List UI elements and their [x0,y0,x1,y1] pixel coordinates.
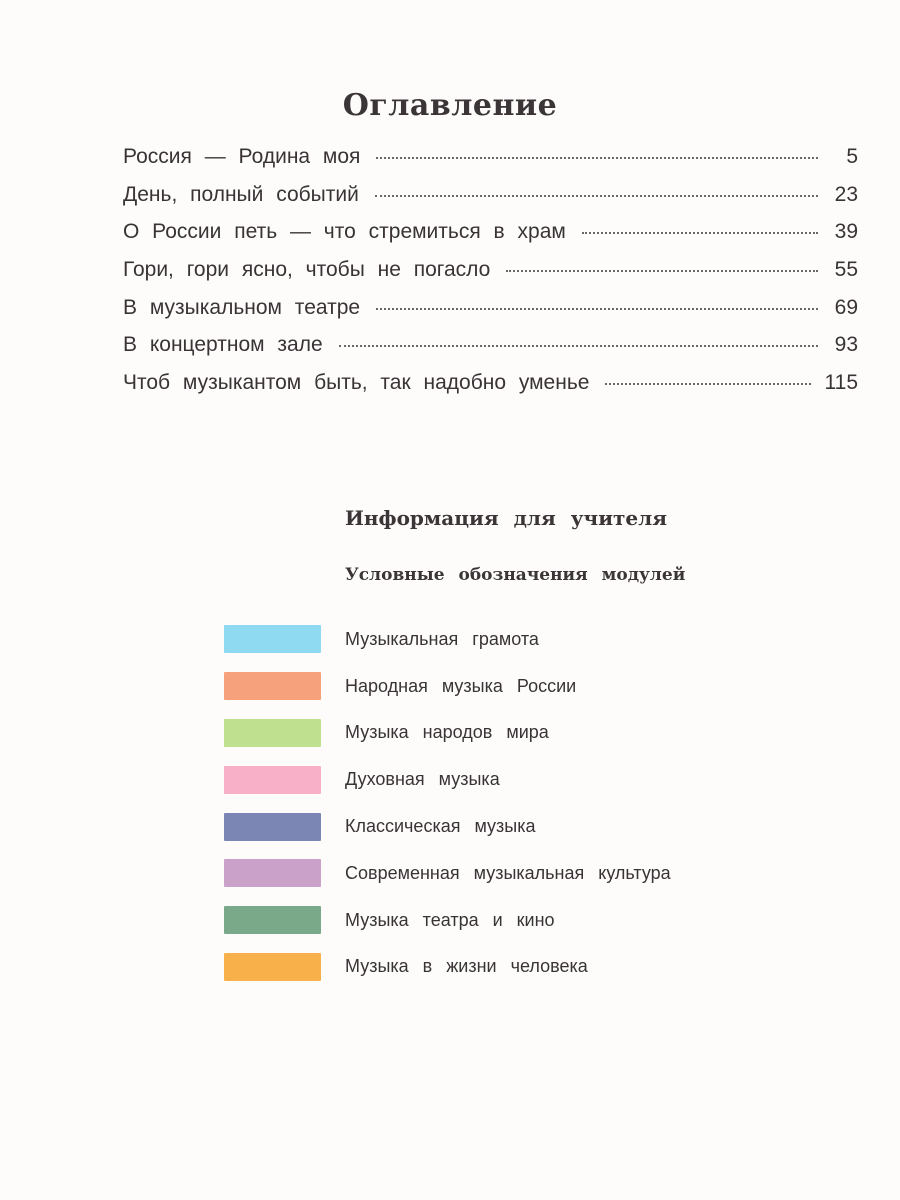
legend-item [224,850,671,897]
module-color-swatch [224,953,321,981]
toc-entry[interactable] [123,220,858,258]
legend-item-label: Музыка народов мира [345,722,549,743]
legend-item [224,663,671,710]
toc-entry-page: 115 [824,371,858,395]
toc-entry-page: 23 [834,182,858,206]
legend-item [224,710,671,757]
toc-leader-dots [376,157,818,159]
legend-item-label: Современная музыкальная культура [345,862,671,883]
toc-entry-title: Чтоб музыкантом быть, так надобно уменье [123,371,590,395]
toc-leader-dots [376,308,818,310]
toc-entry[interactable] [123,333,858,371]
legend-item [224,897,671,944]
page-title: Оглавление [342,88,558,123]
module-color-swatch [224,625,321,653]
teacher-info-heading: Информация для учителя [345,506,668,530]
module-color-swatch [224,672,321,700]
toc-leader-dots [582,232,818,234]
module-legend-heading: Условные обозначения модулей [345,565,686,585]
legend-item [224,944,671,991]
module-color-swatch [224,719,321,747]
module-legend [224,616,671,990]
toc-entry-page: 69 [834,295,858,319]
module-color-swatch [224,813,321,841]
toc-entry-title: Гори, гори ясно, чтобы не погасло [123,258,491,282]
table-of-contents [123,145,858,409]
toc-entry[interactable] [123,296,858,334]
legend-item-label: Народная музыка России [345,675,577,696]
toc-entry-page: 5 [846,145,858,168]
legend-item [224,616,671,663]
toc-entry-page: 93 [834,333,858,357]
legend-item-label: Музыка театра и кино [345,909,555,930]
toc-entry[interactable] [123,145,858,183]
legend-item-label: Классическая музыка [345,816,536,837]
legend-item [224,803,671,850]
toc-entry-title: День, полный событий [123,182,359,206]
toc-entry-title: В музыкальном театре [123,295,361,319]
toc-leader-dots [375,195,818,197]
toc-entry-page: 55 [834,258,858,282]
module-color-swatch [224,906,321,934]
module-color-swatch [224,766,321,794]
module-color-swatch [224,859,321,887]
toc-leader-dots [605,383,810,385]
legend-item-label: Музыка в жизни человека [345,956,588,977]
toc-entry-title: О России петь — что стремиться в храм [123,220,566,244]
toc-leader-dots [506,270,818,272]
toc-entry-title: В концертном зале [123,333,323,357]
legend-item [224,756,671,803]
toc-entry[interactable] [123,371,858,409]
toc-entry-page: 39 [834,220,858,244]
legend-item-label: Музыкальная грамота [345,628,539,649]
toc-entry-title: Россия — Родина моя [123,145,361,168]
toc-leader-dots [339,345,818,347]
toc-entry[interactable] [123,258,858,296]
toc-entry[interactable] [123,183,858,221]
legend-item-label: Духовная музыка [345,769,500,790]
